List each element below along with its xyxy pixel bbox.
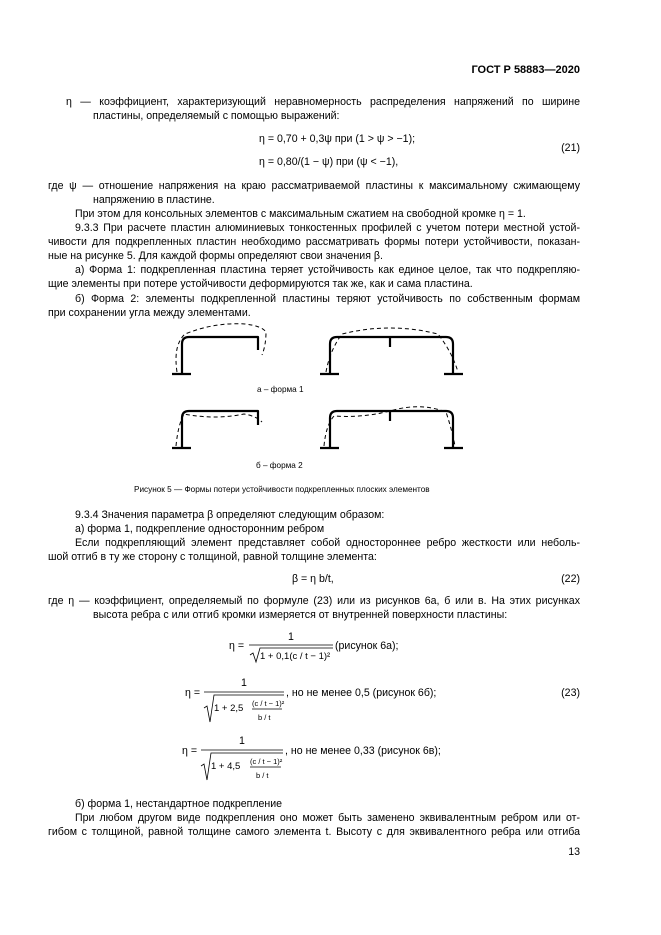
eta2-definition-line2: высота ребра с или отгиб кромки измеряется от внутренней поверхности пластины: <box>93 609 508 621</box>
p934-body-line1: Если подкрепляющий элемент представляет собой одностороннее ребро жесткости или неболь- <box>75 537 580 549</box>
eq23b-numerator: 1 <box>241 677 247 689</box>
eq23b-root-lead: 1 + 2,5 <box>214 703 244 714</box>
p933-line2: чивости для подкрепленных пластин необходимо рассматривать формы потери устойчивости, показан- <box>48 236 580 248</box>
eq23c-lhs: η = <box>182 745 198 757</box>
item-b: б) форма 1, нестандартное подкрепление <box>75 798 283 810</box>
eta2-definition-line1: где η — коэффициент, определяемый по формуле (23) или из рисунков 6а, б или в. На этих рисунках <box>48 595 580 607</box>
fig-b1-plate <box>182 411 258 448</box>
figure-caption: Рисунок 5 — Формы потери устойчивости подкрепленных плоских элементов <box>134 485 430 494</box>
form-a-line1: а) Форма 1: подкрепленная пластина теряет устойчивость как единое целое, так что подкрепляю- <box>75 264 580 276</box>
psi-definition: где ψ — отношение напряжения на краю рассматриваемой пластины к максимальному сжимающему <box>48 180 580 192</box>
equation-22: β = η b/t, <box>292 573 334 585</box>
form-a-line2: щие элементы при потере устойчивости деформируются так же, как и сама пластина. <box>48 278 473 290</box>
eq23a-note: (рисунок 6а); <box>335 640 399 652</box>
eq23b-note: , но не менее 0,5 (рисунок 6б); <box>286 687 437 699</box>
eq23b-frac-bot: b / t <box>258 713 271 722</box>
final-line1: При любом другом виде подкрепления оно может быть заменено эквивалентным ребром или от- <box>75 812 580 824</box>
form-b-line1: б) Форма 2: элементы подкрепленной пластины теряют устойчивость по собственным формам <box>75 293 580 305</box>
p934-item-a: а) форма 1, подкрепление односторонним ребром <box>75 523 325 535</box>
eq23c-root-lead: 1 + 4,5 <box>211 761 241 772</box>
page-number: 13 <box>568 846 580 858</box>
document-header: ГОСТ Р 58883—2020 <box>471 64 580 76</box>
console-paragraph: При этом для консольных элементов с максимальным сжатием на свободной кромке η = 1. <box>75 208 526 220</box>
eq23a-radicand: 1 + 0,1(c / t − 1)² <box>260 651 331 662</box>
fig-b1-deformed <box>176 414 262 446</box>
eq23c-numerator: 1 <box>239 735 245 747</box>
equation-21-line1: η = 0,70 + 0,3ψ при (1 > ψ > −1); <box>259 133 416 145</box>
figure-label-a: а – форма 1 <box>257 385 304 394</box>
eq23b-frac-top: (c / t − 1)² <box>252 699 285 708</box>
form-b-line2: при сохранении угла между элементами. <box>48 307 251 319</box>
p934-body-line2: шой отгиб в ту же сторону с толщиной, равной толщине элемента: <box>48 551 377 563</box>
p933-line1: 9.3.3 При расчете пластин алюминиевых тонкостенных профилей с учетом потери местной устой- <box>75 222 580 234</box>
eq23a-lhs: η = <box>229 640 245 652</box>
fig-b2-plate <box>330 411 453 448</box>
eq23c-frac-bot: b / t <box>256 771 269 780</box>
fig-a1-deformed <box>176 324 266 372</box>
equation-22-number: (22) <box>561 573 580 585</box>
fig-a2-deformed <box>326 328 458 372</box>
eta-definition: η — коэффициент, характеризующий неравномерность распределения напряжений по ширине <box>66 96 580 108</box>
equation-23-number: (23) <box>561 687 580 699</box>
psi-definition-cont: напряжению в пластине. <box>93 194 215 206</box>
fig-a1-plate <box>182 337 258 374</box>
fig-a2-plate <box>330 337 453 374</box>
final-line2: гибом с толщиной, равной толщине самого элемента t. Высоту с для эквивалентного ребра или отгиба <box>48 826 580 838</box>
eta-definition-cont: пластины, определяемый с помощью выражений: <box>93 110 340 122</box>
eq23c-note: , но не менее 0,33 (рисунок 6в); <box>285 745 441 757</box>
equation-21-line2: η = 0,80/(1 − ψ) при (ψ < −1), <box>259 156 399 168</box>
equation-21-number: (21) <box>561 142 580 154</box>
eq23c-frac-top: (c / t − 1)² <box>250 757 283 766</box>
figure-label-b: б – форма 2 <box>256 461 303 470</box>
fig-b2-deformed <box>324 407 455 446</box>
p933-line3: ные на рисунке 5. Для каждой формы определяют свои значения β. <box>48 250 383 262</box>
p934-intro: 9.3.4 Значения параметра β определяют следующим образом: <box>75 509 385 521</box>
eq23b-lhs: η = <box>185 687 201 699</box>
eq23a-numerator: 1 <box>288 631 294 643</box>
